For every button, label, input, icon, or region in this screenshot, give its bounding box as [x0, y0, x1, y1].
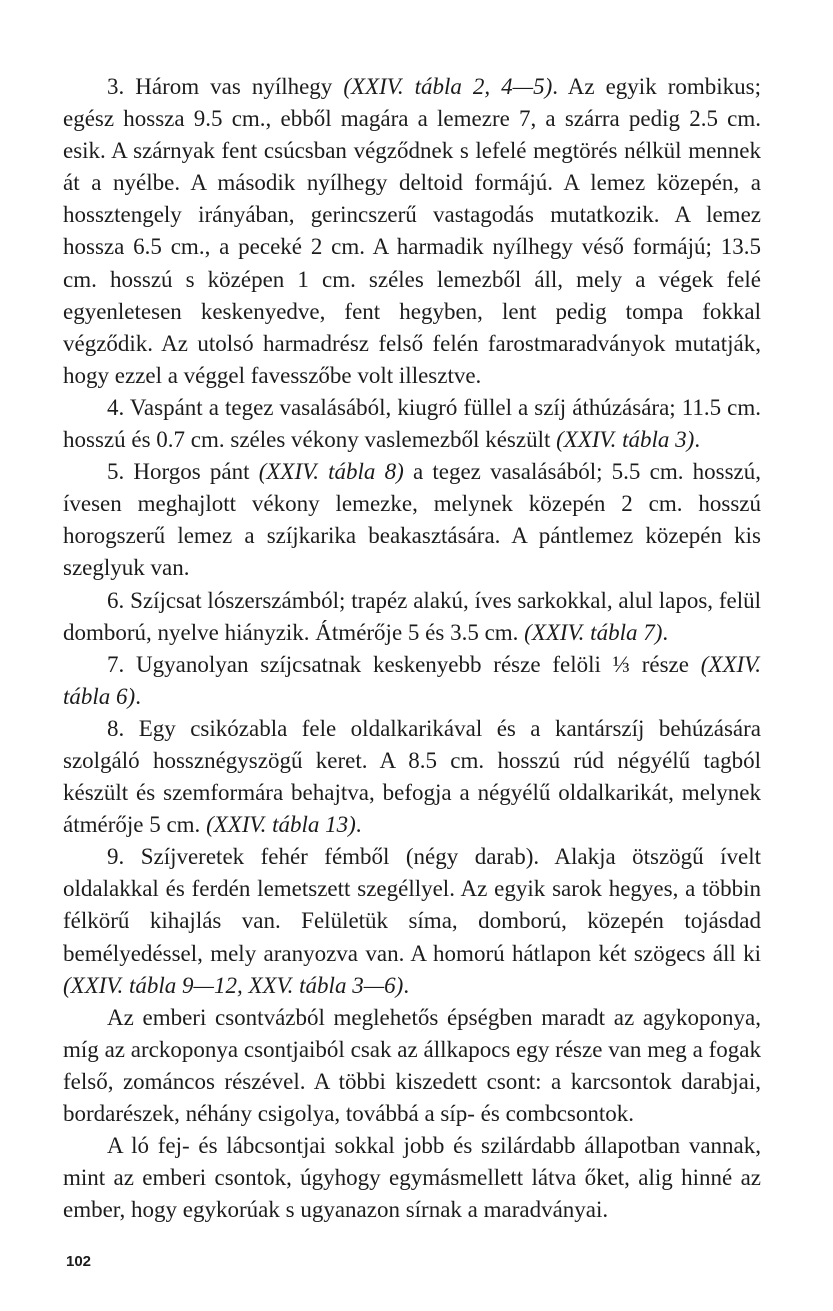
- paragraph: [63, 71, 761, 392]
- paragraph: [63, 585, 761, 649]
- paragraph-text: A ló fej- és lábcsontjai sokkal jobb és szilárdabb állapotban vannak, mint az emberi csontok, úgyhogy egymásmellett látva őket, alig hinné az ember, hogy egykorúak s ugyanazon sírnak a maradványai.: [63, 1133, 761, 1223]
- paragraph-text: a tegez vasalásából; 5.5 cm. hosszú, ívesen meghajlott vékony lemezke, melynek közepén 2 cm. hosszú horogszerű lemez a szíjkarika beakasztására. A pántlemez közepén kis szeglyuk van.: [63, 459, 762, 581]
- paragraph: [63, 392, 761, 456]
- paragraph-text: .: [355, 812, 362, 838]
- paragraph-text: .: [403, 972, 410, 998]
- paragraph-text: 9. Szíjveretek fehér fémből (négy darab). Alakja ötszögű ívelt oldalakkal és ferdén lemetszett szegéllyel. Az egyik sarok hegyes, a többin félkörű kihajlás van. Felületük síma, domború, közepén tojásdad bemélyedéssel, mely aranyozva van. A homorú hátlapon két szögecs áll ki: [63, 844, 761, 966]
- paragraph: [63, 1130, 761, 1226]
- paragraph-text: 7. Ugyanolyan szíjcsatnak keskenyebb része felöli ⅓ része: [107, 651, 701, 677]
- paragraph-text: 5. Horgos pánt: [107, 459, 259, 485]
- body-text: [63, 71, 761, 1226]
- plate-reference: (XXIV. tábla 7): [524, 619, 663, 645]
- paragraph-text: .: [694, 427, 701, 453]
- paragraph: [63, 1002, 761, 1130]
- paragraph-text: . Az egyik rombikus; egész hossza 9.5 cm., ebből magára a lemezre 7, a szárra pedig 2.5 cm. esik. A szárnyak fent csúcsban végződnek s lefelé megtörés nélkül mennek át a nyélbe. A második nyílhegy deltoid formájú. A lemez közepén, a hossztengely irányában, gerincszerű vastagodás mutatkozik. A lemez hossza 6.5 cm., a peceké 2 cm. A harmadik nyílhegy véső formájú; 13.5 cm. hosszú s középen 1 cm. széles lemezből áll, mely a végek felé egyenletesen keskenyedve, fent hegyben, lent pedig tompa fokkal végződik. Az utolsó harmadrész felső felén farostmaradványok mutatják, hogy ezzel a véggel favesszőbe volt illesztve.: [63, 74, 761, 388]
- plate-reference: (XXIV. tábla 6): [63, 651, 761, 709]
- paragraph-text: 3. Három vas nyílhegy: [107, 74, 344, 99]
- paragraph-text: 4. Vaspánt a tegez vasalásából, kiugró füllel a szíj áthúzására; 11.5 cm. hosszú és 0.7 cm. széles vékony vaslemezből készült: [63, 394, 761, 453]
- paragraph-text: Az emberi csontvázból meglehetős épségben maradt az agykoponya, míg az arckoponya csontjaiból csak az állkapocs egy része van meg a fogak felső, zománcos részével. A többi kiszedett csont: a karcsontok darabjai, bordarészek, néhány csigolya, továbbá a síp- és combcsontok.: [63, 1004, 761, 1126]
- paragraph-text: 6. Szíjcsat lószerszámból; trapéz alakú, íves sarkokkal, alul lapos, felül domború, nyelve hiányzik. Átmérője 5 és 3.5 cm.: [63, 587, 761, 645]
- plate-reference: (XXIV. tábla 3): [556, 427, 695, 453]
- paragraph: [63, 649, 761, 713]
- paragraph: [63, 456, 761, 584]
- paragraph: [63, 713, 761, 841]
- plate-reference: (XXIV. tábla 2, 4—5): [343, 74, 553, 99]
- plate-reference: (XXIV. tábla 9—12, XXV. tábla 3—6): [63, 972, 404, 998]
- paragraph-text: .: [135, 683, 141, 709]
- paragraph: [63, 841, 761, 1001]
- plate-reference: (XXIV. tábla 13): [206, 812, 356, 838]
- plate-reference: (XXIV. tábla 8): [258, 459, 404, 485]
- paragraph-text: 8. Egy csikózabla fele oldalkarikával és a kantárszíj behúzására szolgáló hossznégyszögű keret. A 8.5 cm. hosszú rúd négyélű tagból készült és szemformára behajtva, befogja a négyélű oldalkarikát, melynek átmérője 5 cm.: [63, 715, 761, 838]
- page-number: 102: [66, 1253, 92, 1270]
- paragraph-text: .: [662, 619, 669, 645]
